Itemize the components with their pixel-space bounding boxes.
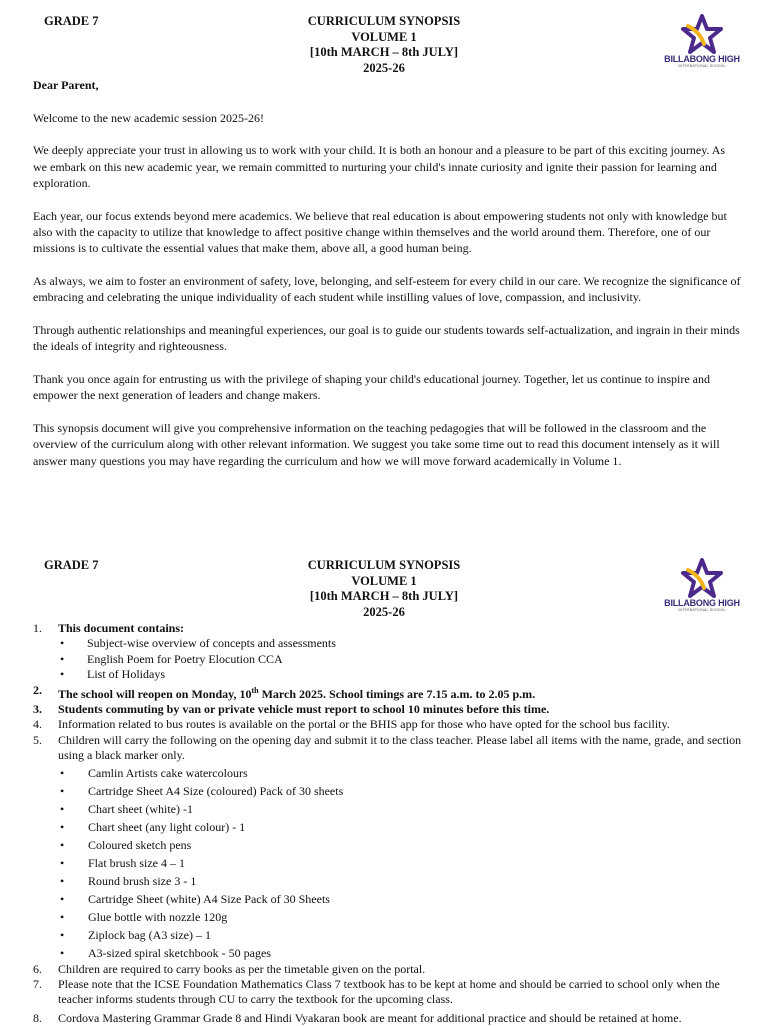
title-line: CURRICULUM SYNOPSIS [307,14,461,28]
school-logo [664,14,740,74]
item-number: 5. [33,732,42,747]
synopsis-title [0,558,768,620]
item-number: 8. [33,1010,42,1025]
item-number: 1. [33,621,42,635]
bullet-item: • Cartridge Sheet A4 Size (coloured) Pack of 30 sheets [33,782,743,800]
item-text: March 2025. School timings are 7.15 a.m. to 2.05 p.m. [258,686,536,701]
item-text: Cordova Mastering Grammar Grade 8 and Hindi Vyakaran book are meant for additional practice and should be retained at home. [58,1010,682,1025]
letter-paragraph: Through authentic relationships and meaningful experiences, our goal is to guide our students towards self-actualization, and ingrain in their minds the ideals of integrity and righteousness. [33,323,740,354]
item-number: 4. [33,717,42,732]
salutation: Dear Parent, [33,78,99,92]
item-number: 7. [33,977,42,992]
list-item [33,683,743,702]
grade-label: GRADE 7 [44,14,99,28]
star-logo-icon [680,14,724,54]
logo-wordmark: BILLABONG HIGH [664,598,740,608]
letter-paragraph: Thank you once again for entrusting us with the privilege of shaping your child's educational journey. Together, let us continue to inspire and empower the next generation of leaders and change makers. [33,372,711,403]
letter-paragraph: This synopsis document will give you comprehensive information on the teaching pedagogies that will be followed in the classroom and the overview of the curriculum along with other relevant information. We suggest you take some time out to read this document intensely as it will answer many questions you may have regarding the curriculum and how we will move forward academically in Volume 1. [33,421,720,468]
title-line: [10th MARCH – 8th JULY] [309,589,459,603]
bullet-item: • English Poem for Poetry Elocution CCA [33,652,743,667]
welcome-letter [33,77,741,485]
logo-subtitle: INTERNATIONAL SCHOOL [678,64,726,68]
letter-paragraph: Welcome to the new academic session 2025-26! [33,110,264,125]
star-logo-icon [680,558,724,598]
logo-subtitle: INTERNATIONAL SCHOOL [678,608,726,612]
item-text: Information related to bus routes is available on the portal or the BHIS app for those who have opted for the school bus facility. [58,717,670,732]
supplies-bullets [33,764,743,962]
title-line: [10th MARCH – 8th JULY] [309,45,459,59]
item-text: Children will carry the following on the opening day and submit it to the class teacher. Please label all items with the name, grade, and section using a black marker only. [58,732,742,763]
bullet-item: • Camlin Artists cake watercolours [33,764,743,782]
information-list [33,621,743,1026]
item-text: Children are required to carry books as per the timetable given on the portal. [58,961,426,976]
bullet-item: • Subject-wise overview of concepts and assessments [33,636,743,651]
letter-paragraph: We deeply appreciate your trust in allowing us to work with your child. It is both an honour and a pleasure to be part of this exciting journey. As we embark on this new academic year, we remain committed to nurturing your child's innate curiosity and ignite their passion for learning and exploration. [33,143,726,190]
bullet-item: • Cartridge Sheet (white) A4 Size Pack of 30 Sheets [33,890,743,908]
bullet-item: • Round brush size 3 - 1 [33,872,743,890]
contents-bullets [33,636,743,682]
letter-paragraph: As always, we aim to foster an environment of safety, love, belonging, and self-esteem for every child in our care. We recognize the significance of embracing and celebrating the unique individuality of each student while instilling values of love, compassion, and inclusivity. [33,274,741,305]
list-item [33,702,743,717]
title-line: CURRICULUM SYNOPSIS [307,558,461,572]
synopsis-title [0,14,768,76]
item-text: This document contains: [58,621,185,635]
bullet-item: • Chart sheet (any light colour) - 1 [33,818,743,836]
bullet-item: • Ziplock bag (A3 size) – 1 [33,926,743,944]
item-text: Students commuting by van or private vehicle must report to school 10 minutes before this time. [58,702,550,717]
item-number: 2. [33,682,42,697]
bullet-item: • Chart sheet (white) -1 [33,800,743,818]
item-text: The school will reopen on Monday, 10 [58,686,252,701]
list-item [33,621,743,636]
bullet-item: • A3-sized spiral sketchbook - 50 pages [33,944,743,962]
item-number: 3. [33,702,42,717]
title-line: 2025-26 [363,604,405,619]
title-line: 2025-26 [363,60,405,75]
item-text: Please note that the ICSE Foundation Mathematics Class 7 textbook has to be kept at home and should be carried to school only when the teacher informs students through CU to carry the textbook for the upcoming class. [58,977,720,1007]
bullet-item: • List of Holidays [33,667,743,682]
school-logo [664,558,740,618]
ordinal-suffix: th [251,685,259,695]
letter-paragraph: Each year, our focus extends beyond mere academics. We believe that real education is about empowering students not only with knowledge but also with the capacity to utilize that knowledge to affect positive change within themselves and the world around them. Therefore, one of our missions is to cultivate the essential values that make them, above all, a good human being. [33,208,727,256]
bullet-item: • Flat brush size 4 – 1 [33,854,743,872]
grade-label: GRADE 7 [44,558,99,572]
title-line: VOLUME 1 [351,29,417,44]
item-number: 6. [33,961,42,976]
list-item [33,977,743,1008]
title-line: VOLUME 1 [351,573,417,588]
logo-wordmark: BILLABONG HIGH [664,54,740,64]
bullet-item: • Glue bottle with nozzle 120g [33,908,743,926]
list-item [33,717,743,732]
list-item [33,733,743,764]
list-item [33,962,743,977]
bullet-item: • Coloured sketch pens [33,836,743,854]
